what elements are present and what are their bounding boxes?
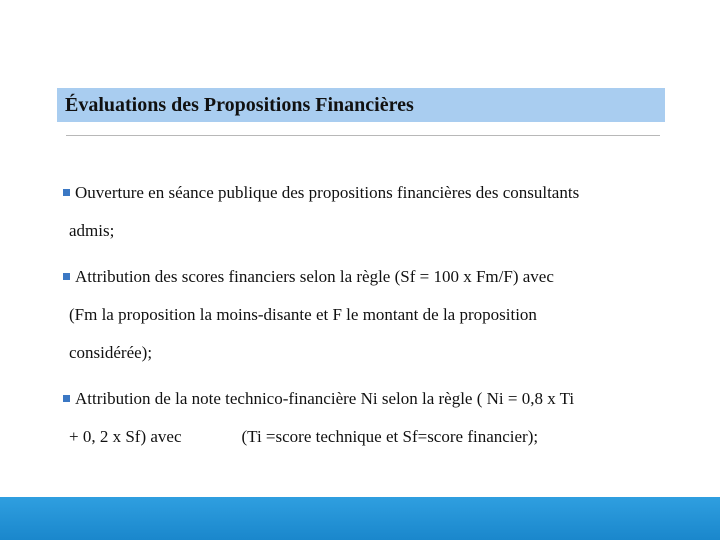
bullet-1-text-1: Ouverture en séance publique des propositions financières des consultants [75,183,580,202]
bullet-3-text-2a: + 0, 2 x Sf) avec [69,427,182,446]
bullet-item-3 [63,380,683,456]
bullet-3-text-1: Attribution de la note technico-financière Ni selon la règle ( Ni = 0,8 x Ti [75,389,575,408]
bullet-item-2 [63,258,683,372]
bullet-2-line-3: considérée); [69,343,153,362]
title-divider [66,135,660,136]
bullet-2-line-2: (Fm la proposition la moins-disante et F le montant de la proposition [69,305,537,324]
bullet-1-line-2: admis; [69,221,115,240]
bullet-marker-icon [63,395,70,402]
bullet-2-text-1: Attribution des scores financiers selon la règle (Sf = 100 x Fm/F) avec [75,267,554,286]
bullet-3-line-2 [63,418,683,456]
bullet-marker-icon [63,189,70,196]
footer-band [0,497,720,540]
slide-title: Évaluations des Propositions Financières [65,93,414,116]
bullet-item-1 [63,174,683,250]
bullet-3-line-1 [63,380,683,418]
bullet-marker-icon [63,273,70,280]
title-band [57,88,665,122]
bullet-3-text-2b: (Ti =score technique et Sf=score financier); [241,427,539,446]
bullet-2-line-1 [63,258,683,296]
bullet-1-line-1 [63,174,683,212]
